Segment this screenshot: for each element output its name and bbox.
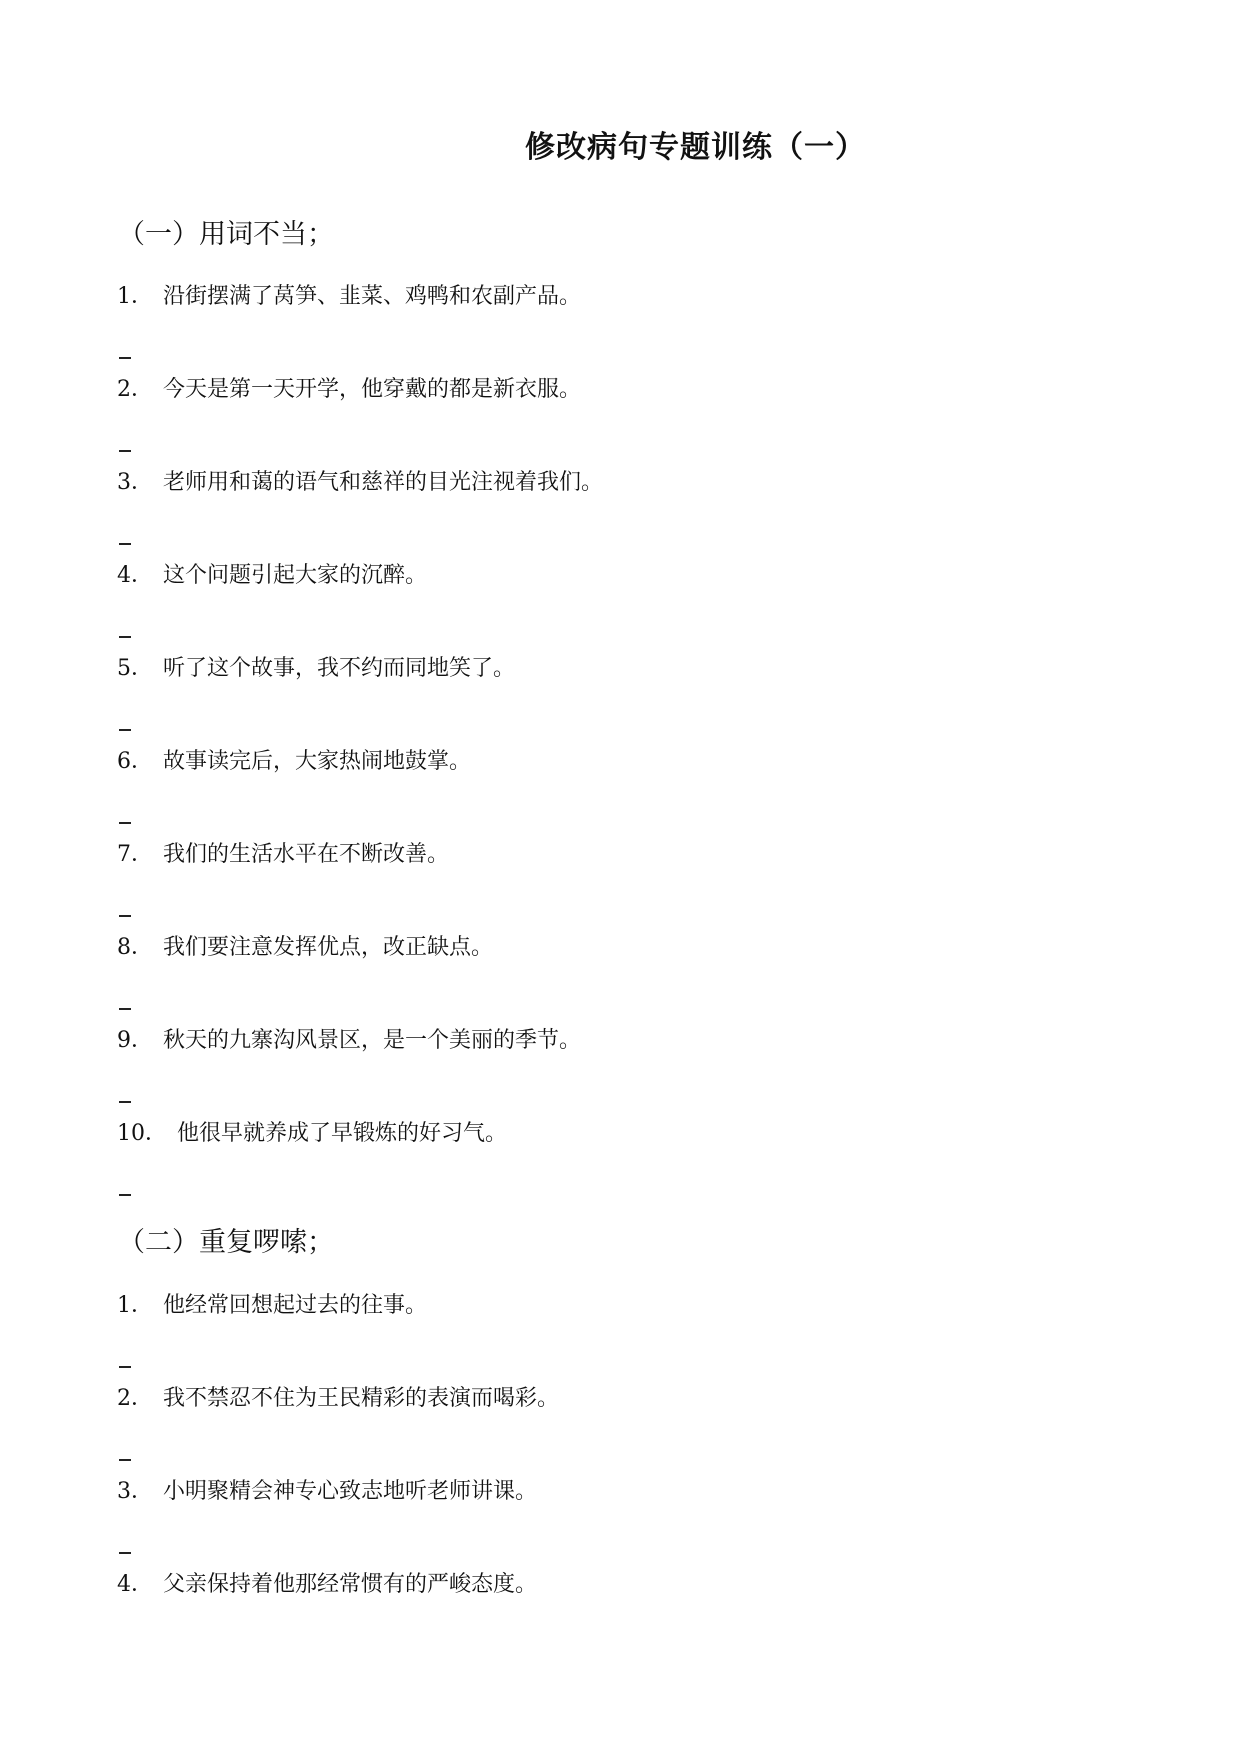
answer-blank[interactable] xyxy=(119,822,131,824)
question-item xyxy=(117,933,493,963)
question-text: 这个问题引起大家的沉醉。 xyxy=(163,563,428,588)
answer-blank[interactable] xyxy=(119,450,131,452)
question-text: 故事读完后，大家热闹地鼓掌。 xyxy=(163,749,472,774)
question-number: 10． xyxy=(117,1121,167,1146)
question-number: 6． xyxy=(117,749,153,774)
question-text: 听了这个故事，我不约而同地笑了。 xyxy=(163,656,516,681)
question-number: 9． xyxy=(117,1028,153,1053)
question-number: 1． xyxy=(117,1293,153,1318)
question-number: 3． xyxy=(117,1479,153,1504)
question-number: 4． xyxy=(117,1572,153,1597)
answer-blank[interactable] xyxy=(119,1194,131,1196)
question-number: 3． xyxy=(117,470,153,495)
question-item xyxy=(117,375,581,405)
question-number: 2． xyxy=(117,377,153,402)
question-number: 2． xyxy=(117,1386,153,1411)
question-item xyxy=(117,1477,537,1507)
answer-blank[interactable] xyxy=(119,1008,131,1010)
question-number: 1． xyxy=(117,284,153,309)
answer-blank[interactable] xyxy=(119,636,131,638)
section-heading-word-misuse: （一）用词不当； xyxy=(118,219,334,250)
question-item xyxy=(117,282,581,312)
answer-blank[interactable] xyxy=(119,915,131,917)
question-text: 我不禁忍不住为王民精彩的表演而喝彩。 xyxy=(163,1386,560,1411)
question-item xyxy=(117,654,515,684)
question-number: 5． xyxy=(117,656,153,681)
answer-blank[interactable] xyxy=(119,1366,131,1368)
question-item xyxy=(117,747,471,777)
answer-blank[interactable] xyxy=(119,1552,131,1554)
question-text: 沿街摆满了莴笋、韭菜、鸡鸭和农副产品。 xyxy=(163,284,582,309)
question-text: 父亲保持着他那经常惯有的严峻态度。 xyxy=(163,1572,538,1597)
question-number: 4． xyxy=(117,563,153,588)
answer-blank[interactable] xyxy=(119,1101,131,1103)
section-heading-redundancy: （二）重复啰嗦； xyxy=(118,1227,334,1258)
question-text: 他很早就养成了早锻炼的好习气。 xyxy=(177,1121,508,1146)
question-item xyxy=(117,1570,537,1600)
question-text: 我们的生活水平在不断改善。 xyxy=(163,842,450,867)
question-number: 8． xyxy=(117,935,153,960)
question-item xyxy=(117,1291,427,1321)
question-text: 他经常回想起过去的往事。 xyxy=(163,1293,428,1318)
question-item xyxy=(117,1384,559,1414)
question-item xyxy=(117,1026,581,1056)
question-text: 老师用和蔼的语气和慈祥的目光注视着我们。 xyxy=(163,470,604,495)
question-text: 今天是第一天开学，他穿戴的都是新衣服。 xyxy=(163,377,582,402)
question-item xyxy=(117,840,449,870)
question-text: 我们要注意发挥优点，改正缺点。 xyxy=(163,935,494,960)
question-item xyxy=(117,561,427,591)
question-item xyxy=(117,468,603,498)
question-item xyxy=(117,1119,507,1149)
question-number: 7． xyxy=(117,842,153,867)
answer-blank[interactable] xyxy=(119,1459,131,1461)
question-text: 小明聚精会神专心致志地听老师讲课。 xyxy=(163,1479,538,1504)
document-title: 修改病句专题训练（一） xyxy=(525,130,866,165)
answer-blank[interactable] xyxy=(119,357,131,359)
question-text: 秋天的九寨沟风景区，是一个美丽的季节。 xyxy=(163,1028,582,1053)
answer-blank[interactable] xyxy=(119,729,131,731)
answer-blank[interactable] xyxy=(119,543,131,545)
